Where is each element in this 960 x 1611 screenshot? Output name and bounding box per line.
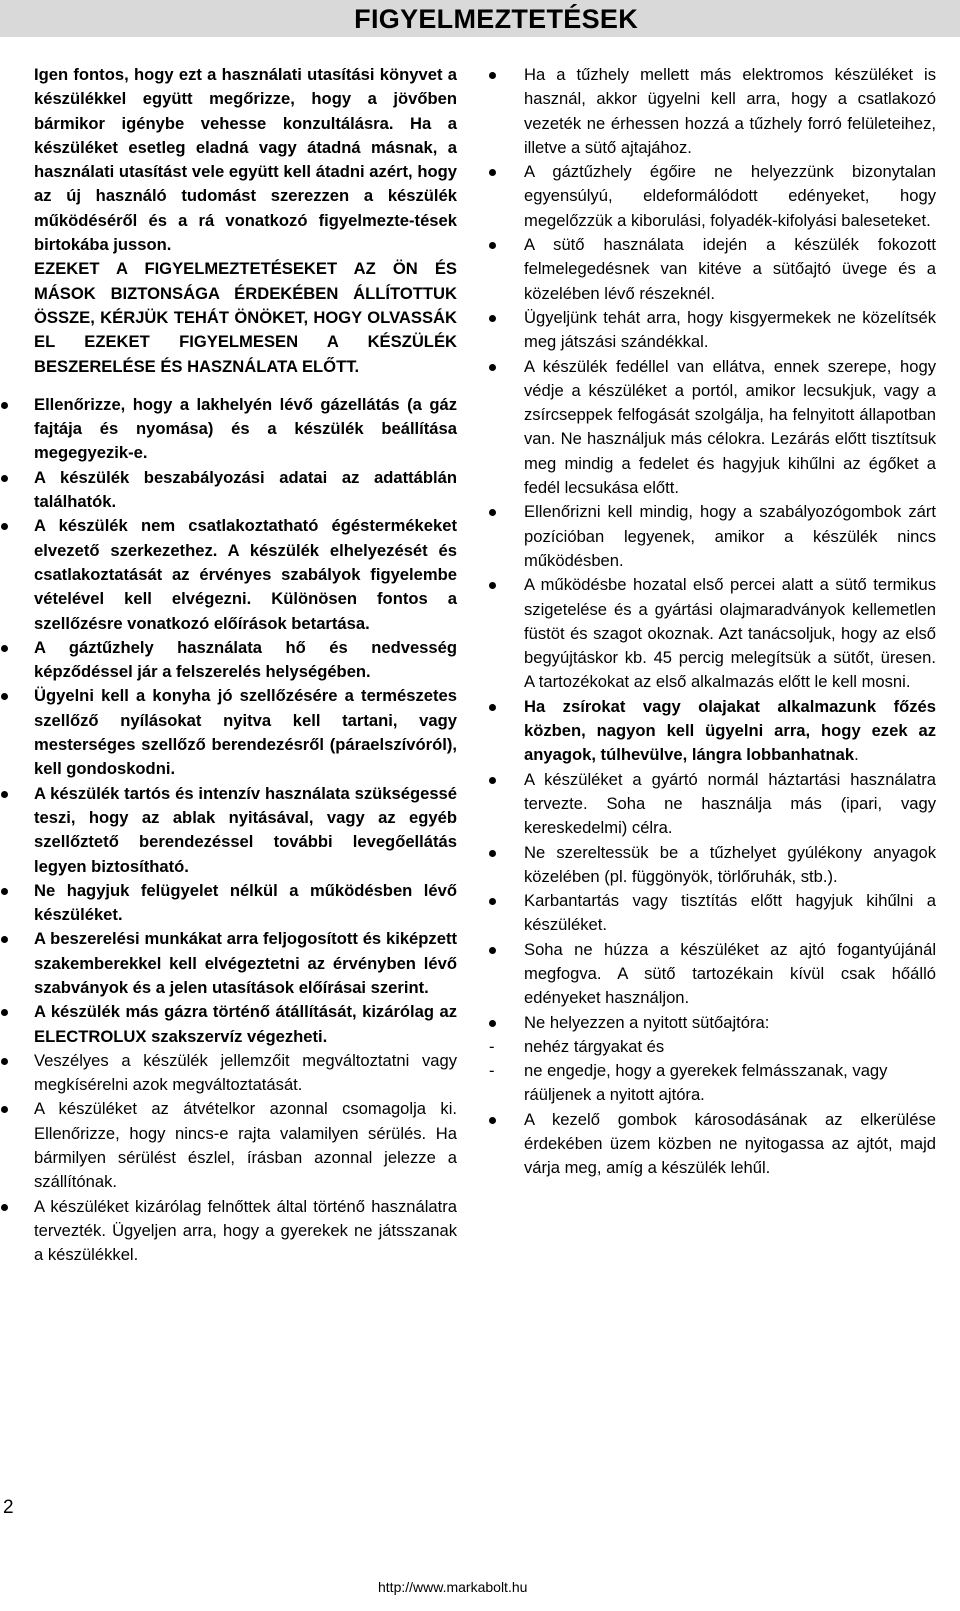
left-warning-list bbox=[34, 393, 457, 1268]
list-item: A készüléket kizárólag felnőttek által történő használatra tervezték. Ügyeljen arra, hogy a gyerekek ne játsszanak a készülékkel. bbox=[34, 1195, 457, 1268]
list-item: Ne szereltessük be a tűzhelyet gyúlékony anyagok közelében (pl. függönyök, törlőruhák, stb.). bbox=[502, 841, 936, 890]
list-item: A gáztűzhely használata hő és nedvesség képződéssel jár a felszerelés helységében. bbox=[34, 636, 457, 685]
dash-item: - nehéz tárgyakat és bbox=[502, 1035, 936, 1059]
list-item: Ügyeljünk tehát arra, hogy kisgyermekek ne közelítsék meg játszási szándékkal. bbox=[502, 306, 936, 355]
list-item: A gáztűzhely égőire ne helyezzünk bizonytalan egyensúlyú, eldeformálódott edényeket, hogy megelőzzük a kiborulási, folyadék-kifolyási baleseteket. bbox=[502, 160, 936, 233]
list-item: A sütő használata idején a készülék fokozott felmelegedésnek van kitéve a sütőajtó üvege és a közelében lévő részeknél. bbox=[502, 233, 936, 306]
list-item: A működésbe hozatal első percei alatt a sütő termikus szigetelése és a gyártási olajmaradványok kellemetlen füstöt és szagot okoznak. Azt tanácsoljuk, hogy az első begyújtáskor kb. 45 percig melegítsük a sütőt, üresen. A tartozékokat az első alkalmazás előtt le kell mosni. bbox=[502, 573, 936, 694]
list-item: Karbantartás vagy tisztítás előtt hagyjuk kihűlni a készüléket. bbox=[502, 889, 936, 938]
list-item: Ne helyezzen a nyitott sütőajtóra: bbox=[502, 1011, 936, 1035]
list-item: A készülék más gázra történő átállítását, kizárólag az ELECTROLUX szakszervíz végezheti. bbox=[34, 1000, 457, 1049]
list-item: A készüléket a gyártó normál háztartási használatra tervezte. Soha ne használja más (ipari, vagy kereskedelmi) célra. bbox=[502, 768, 936, 841]
right-column bbox=[502, 63, 936, 1181]
left-column bbox=[34, 63, 457, 1268]
list-item: A kezelő gombok károsodásának az elkerülése érdekében üzem közben ne nyitogassa az ajtót, majd várja meg, amíg a készülék lehűl. bbox=[502, 1108, 936, 1181]
list-item: A beszerelési munkákat arra feljogosított és kiképzett szakemberekkel kell elvégeztetni az érvényben lévő szabványok és a jelen utasítások előírásai szerint. bbox=[34, 927, 457, 1000]
list-item: Ha a tűzhely mellett más elektromos készüléket is használ, akkor ügyelni kell arra, hogy a csatlakozó vezeték ne érhessen hozzá a tűzhely forró felületeihez, illetve a sütő ajtajához. bbox=[502, 63, 936, 160]
bold-warning-text: Ha zsírokat vagy olajakat alkalmazunk főzés közben, nagyon kell ügyelni arra, hogy ezek az anyagok, túlhevülve, lángra lobbanhatnak bbox=[524, 696, 936, 765]
page-number: 2 bbox=[3, 1497, 14, 1518]
list-item: A készülék fedéllel van ellátva, ennek szerepe, hogy védje a készüléket a portól, amikor lecsukjuk, vagy a zsírcseppek felfogását szolgálja, ha felnyitott állapotban van. Ne használjuk más célokra. Lezárás előtt tisztítsuk meg mindig a fedelet és hagyjuk kihűlni az égőket a fedél lecsukása előtt. bbox=[502, 355, 936, 501]
list-item: Ellenőrizni kell mindig, hogy a szabályozógombok zárt pozícióban legyenek, amikor a készülék nincs működésben. bbox=[502, 500, 936, 573]
page-title: FIGYELMEZTETÉSEK bbox=[354, 4, 638, 34]
list-item: Soha ne húzza a készüléket az ajtó fogantyújánál megfogva. A sütő tartozékain kívül csak hőálló edényeket használjon. bbox=[502, 938, 936, 1011]
door-warning-sublist bbox=[502, 1035, 936, 1108]
list-item: A készülék tartós és intenzív használata szükségessé teszi, hogy az ablak nyitásával, vagy az egyéb szellőztető berendezéssel további levegőellátás legyen biztosítható. bbox=[34, 782, 457, 879]
list-item: A készüléket az átvételkor azonnal csomagolja ki. Ellenőrizze, hogy nincs-e rajta valamilyen sérülés. Ha bármilyen sérülést észlel, írásban azonnal jelezze a szállítónak. bbox=[34, 1097, 457, 1194]
right-warning-list bbox=[502, 63, 936, 1035]
right-warning-list-end bbox=[502, 1108, 936, 1181]
list-item: A készülék nem csatlakoztatható égéstermékeket elvezető szerkezethez. A készülék elhelyezését és csatlakoztatását az érvényes szabályok figyelembe vételével kell elvégezni. Különösen fontos a szellőzésre vonatkozó előírások betartása. bbox=[34, 514, 457, 635]
warning-caps-paragraph: EZEKET A FIGYELMEZTETÉSEKET AZ ÖN ÉS MÁSOK BIZTONSÁGA ÉRDEKÉBEN ÁLLÍTOTTUK ÖSSZE, KÉRJÜK TEHÁT ÖNÖKET, HOGY OLVASSÁK EL EZEKET FIGYELMESEN A KÉSZÜLÉK BESZERELÉSE ÉS HASZNÁLATA ELŐTT. bbox=[34, 259, 457, 376]
footer-url: http://www.markabolt.hu bbox=[378, 1579, 528, 1595]
list-item: Ne hagyjuk felügyelet nélkül a működésben lévő készüléket. bbox=[34, 879, 457, 928]
header-bar bbox=[0, 0, 960, 37]
list-item: A készülék beszabályozási adatai az adattáblán találhatók. bbox=[34, 466, 457, 515]
bold-warning-end: . bbox=[854, 745, 859, 765]
list-item: Ellenőrizze, hogy a lakhelyén lévő gázellátás (a gáz fajtája és nyomása) és a készülék beállítása megegyezik-e. bbox=[34, 393, 457, 466]
dash-item: - ne engedje, hogy a gyerekek felmásszanak, vagy ráüljenek a nyitott ajtóra. bbox=[502, 1059, 936, 1108]
list-item: Ügyelni kell a konyha jó szellőzésére a természetes szellőző nyílásokat nyitva kell tartani, vagy mesterséges szellőző berendezésről (páraelszívóról), kell gondoskodni. bbox=[34, 684, 457, 781]
list-item: Veszélyes a készülék jellemzőit megváltoztatni vagy megkísérelni azok megváltoztatását. bbox=[34, 1049, 457, 1098]
intro-paragraph: Igen fontos, hogy ezt a használati utasítási könyvet a készülékkel együtt megőrizze, hogy a jövőben bármikor igénybe vehesse konzultálásra. Ha a készüléket esetleg eladná vagy átadná másnak, a használati utasítást vele együtt kell átadni azért, hogy az új használó tudomást szerezzen a készülék működéséről és a rá vonatkozó figyelmezte-tések birtokába jusson. bbox=[34, 65, 457, 255]
list-item-bold bbox=[502, 695, 936, 768]
